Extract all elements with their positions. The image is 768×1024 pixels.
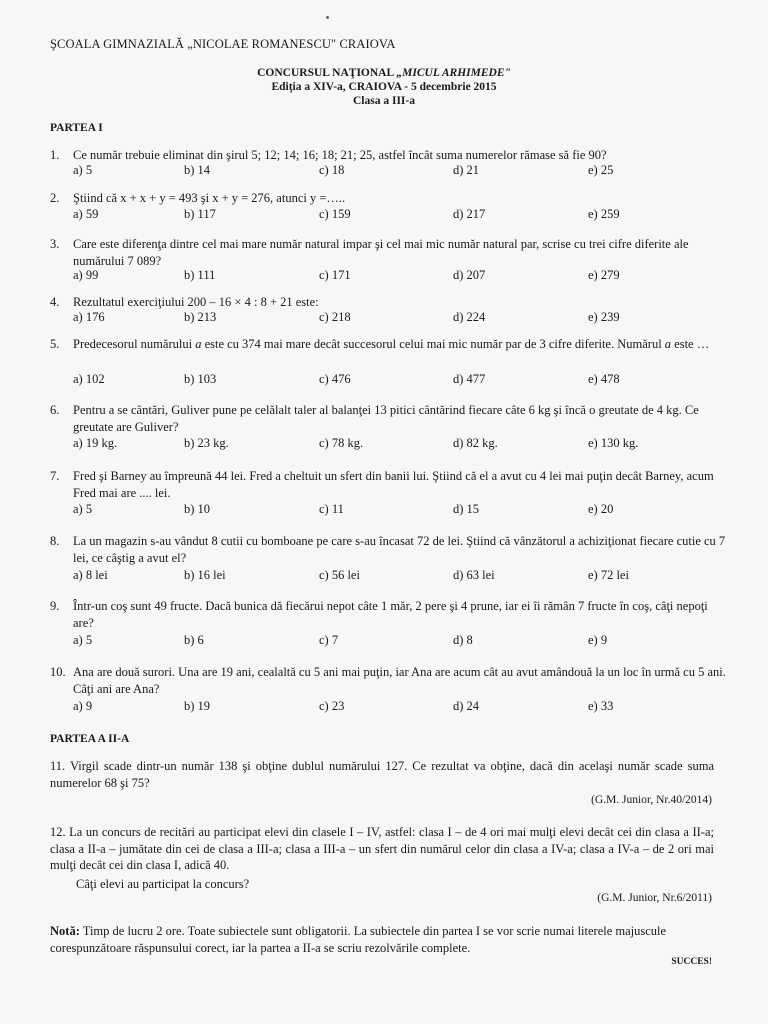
question-text: La un magazin s-au vândut 8 cutii cu bomboane pe care s-au încasat 72 de lei. Ştiind că vânzătorul a achiziţionat fiecare cutie cu 7 lei, ce câştig a avut el? bbox=[73, 534, 726, 565]
question-number: 7. bbox=[50, 469, 60, 483]
option-e: e) 239 bbox=[588, 310, 620, 324]
option-a: a) 5 bbox=[73, 502, 93, 516]
option-c: c) 56 lei bbox=[319, 568, 360, 582]
question-7 bbox=[50, 468, 730, 501]
question-number: 6. bbox=[50, 403, 60, 417]
note-text: Timp de lucru 2 ore. Toate subiectele sunt obligatorii. La subiectele din partea I se vor scrie numai literele majuscule corespunzătoare răspunsului corect, iar la partea a II-a se scriu rezolvările complete. bbox=[50, 924, 667, 955]
question-9 bbox=[50, 598, 730, 631]
closing-text: SUCCES! bbox=[671, 957, 712, 967]
option-b: b) 103 bbox=[184, 372, 217, 386]
note-label: Notă: bbox=[50, 924, 80, 938]
grade-line: Clasa a III-a bbox=[353, 95, 415, 107]
question-text: Ce număr trebuie eliminat din şirul 5; 12; 14; 16; 18; 21; 25, astfel încât suma numerelor rămase să fie 90? bbox=[73, 148, 607, 162]
option-a: a) 5 bbox=[73, 163, 93, 177]
options-1 bbox=[73, 163, 713, 179]
question-text: Care este diferenţa dintre cel mai mare număr natural impar şi cel mai mic număr natural par, scrise cu trei cifre diferite ale numărului 7 089? bbox=[73, 237, 689, 268]
edition-line: Ediţia a XIV-a, CRAIOVA - 5 decembrie 2015 bbox=[271, 81, 497, 93]
option-b: b) 19 bbox=[184, 699, 211, 713]
option-c: c) 11 bbox=[319, 502, 344, 516]
exam-note bbox=[50, 923, 714, 957]
options-2 bbox=[73, 207, 713, 223]
options-7 bbox=[73, 502, 713, 518]
option-d: d) 63 lei bbox=[453, 568, 495, 582]
option-a: a) 176 bbox=[73, 310, 105, 324]
option-a: a) 102 bbox=[73, 372, 105, 386]
question-text: Ana are două surori. Una are 19 ani, cealaltă cu 5 ani mai puţin, iar Ana are acum cât au avut amândouă la un loc în urmă cu 5 ani. Câţi ani are Ana? bbox=[73, 665, 726, 696]
contest-name: „MICUL ARHIMEDE" bbox=[396, 67, 511, 79]
option-c: c) 159 bbox=[319, 207, 351, 221]
text-part: Predecesorul numărului bbox=[73, 337, 196, 351]
option-c: c) 23 bbox=[319, 699, 345, 713]
option-d: d) 21 bbox=[453, 163, 480, 177]
variable-a: a bbox=[195, 337, 202, 351]
scan-speck bbox=[326, 16, 329, 19]
question-number: 3. bbox=[50, 237, 60, 251]
text-part: este … bbox=[671, 337, 710, 351]
option-c: c) 171 bbox=[319, 268, 351, 282]
option-d: d) 217 bbox=[453, 207, 486, 221]
option-c: c) 7 bbox=[319, 633, 339, 647]
option-b: b) 16 lei bbox=[184, 568, 226, 582]
option-e: e) 25 bbox=[588, 163, 614, 177]
question-8 bbox=[50, 533, 730, 566]
part1-title: PARTEA I bbox=[50, 122, 103, 134]
part2-title: PARTEA A II-A bbox=[50, 733, 130, 745]
option-c: c) 476 bbox=[319, 372, 351, 386]
option-c: c) 18 bbox=[319, 163, 345, 177]
option-b: b) 111 bbox=[184, 268, 216, 282]
contest-title bbox=[0, 67, 768, 79]
question-text: Pentru a se cântări, Guliver pune pe celălalt taler al balanţei 13 pitici cântărind fiecare câte 6 kg şi încă o greutate de 4 kg. Ce greutate are Guliver? bbox=[73, 403, 699, 434]
option-e: e) 9 bbox=[588, 633, 608, 647]
question-text bbox=[73, 336, 730, 353]
option-c: c) 78 kg. bbox=[319, 436, 364, 450]
question-text: Fred şi Barney au împreună 44 lei. Fred a cheltuit un sfert din banii lui. Ştiind că el a avut cu 4 lei mai puţin decât Barney, acum Fred mai are .... lei. bbox=[73, 469, 714, 500]
question-10 bbox=[50, 664, 730, 697]
question-11: 11. Virgil scade dintr-un număr 138 şi obţine dublul numărului 127. Ce rezultat va obţine, dacă din acelaşi număr scade suma numerelor 68 şi 75? bbox=[50, 759, 714, 790]
option-e: e) 33 bbox=[588, 699, 614, 713]
question-5 bbox=[50, 336, 730, 353]
question-2 bbox=[50, 190, 730, 207]
option-b: b) 10 bbox=[184, 502, 211, 516]
question-3 bbox=[50, 236, 730, 269]
option-b: b) 213 bbox=[184, 310, 217, 324]
option-e: e) 130 kg. bbox=[588, 436, 639, 450]
text-part: este cu 374 mai mare decât succesorul celui mai mic număr par de 3 cifre diferite. Numărul bbox=[201, 337, 665, 351]
options-5 bbox=[73, 372, 713, 388]
option-a: a) 8 lei bbox=[73, 568, 108, 582]
option-e: e) 259 bbox=[588, 207, 620, 221]
source-q11: (G.M. Junior, Nr.40/2014) bbox=[591, 794, 712, 806]
question-12: 12. La un concurs de recitări au participat elevi din clasele I – IV, astfel: clasa I – de 4 ori mai mulţi elevi decât cei din clasa a II-a; clasa a II-a – jumătate din cei de clasa a III-a; clasa a III-a – un sfert din numărul celor din clasa a IV-a; clasa a IV-a – de 2 ori mai mulţi decât cei din clasa I, adică 40. bbox=[50, 825, 714, 872]
option-b: b) 6 bbox=[184, 633, 204, 647]
option-e: e) 478 bbox=[588, 372, 620, 386]
question-1 bbox=[50, 147, 730, 164]
question-text: Ştiind că x + x + y = 493 şi x + y = 276, atunci y =….. bbox=[73, 191, 346, 205]
source-q12: (G.M. Junior, Nr.6/2011) bbox=[597, 892, 712, 904]
question-number: 9. bbox=[50, 599, 60, 613]
option-d: d) 24 bbox=[453, 699, 480, 713]
option-e: e) 20 bbox=[588, 502, 614, 516]
option-b: b) 117 bbox=[184, 207, 216, 221]
option-e: e) 279 bbox=[588, 268, 620, 282]
options-6 bbox=[73, 436, 713, 452]
question-text: Într-un coş sunt 49 fructe. Dacă bunica dă fiecărui nepot câte 1 măr, 2 pere şi 4 prune, iar ei îi rămân 7 fructe în coş, câţi nepoţi are? bbox=[73, 599, 708, 630]
question-number: 10. bbox=[50, 665, 66, 679]
question-12-ask: Câţi elevi au participat la concurs? bbox=[76, 877, 250, 891]
options-8 bbox=[73, 568, 713, 584]
option-e: e) 72 lei bbox=[588, 568, 629, 582]
options-4 bbox=[73, 310, 713, 326]
option-b: b) 23 kg. bbox=[184, 436, 229, 450]
options-9 bbox=[73, 633, 713, 649]
question-number: 5. bbox=[50, 337, 60, 351]
question-4 bbox=[50, 294, 730, 311]
option-a: a) 59 bbox=[73, 207, 99, 221]
option-a: a) 19 kg. bbox=[73, 436, 118, 450]
option-d: d) 207 bbox=[453, 268, 486, 282]
question-number: 2. bbox=[50, 191, 60, 205]
options-3 bbox=[73, 268, 713, 284]
option-a: a) 99 bbox=[73, 268, 99, 282]
variable-a: a bbox=[664, 337, 672, 351]
option-d: d) 224 bbox=[453, 310, 486, 324]
question-text: Rezultatul exerciţiului 200 – 16 × 4 : 8 + 21 este: bbox=[73, 295, 319, 309]
option-a: a) 9 bbox=[73, 699, 93, 713]
option-c: c) 218 bbox=[319, 310, 351, 324]
contest-prefix: CONCURSUL NAŢIONAL bbox=[257, 67, 397, 79]
options-10 bbox=[73, 699, 713, 715]
option-d: d) 477 bbox=[453, 372, 486, 386]
question-number: 1. bbox=[50, 148, 60, 162]
option-d: d) 15 bbox=[453, 502, 480, 516]
option-a: a) 5 bbox=[73, 633, 93, 647]
question-number: 8. bbox=[50, 534, 60, 548]
option-b: b) 14 bbox=[184, 163, 211, 177]
school-name: ŞCOALA GIMNAZIALĂ „NICOLAE ROMANESCU" CRAIOVA bbox=[50, 37, 396, 51]
option-d: d) 82 kg. bbox=[453, 436, 498, 450]
question-6 bbox=[50, 402, 730, 435]
option-d: d) 8 bbox=[453, 633, 473, 647]
question-number: 4. bbox=[50, 295, 60, 309]
